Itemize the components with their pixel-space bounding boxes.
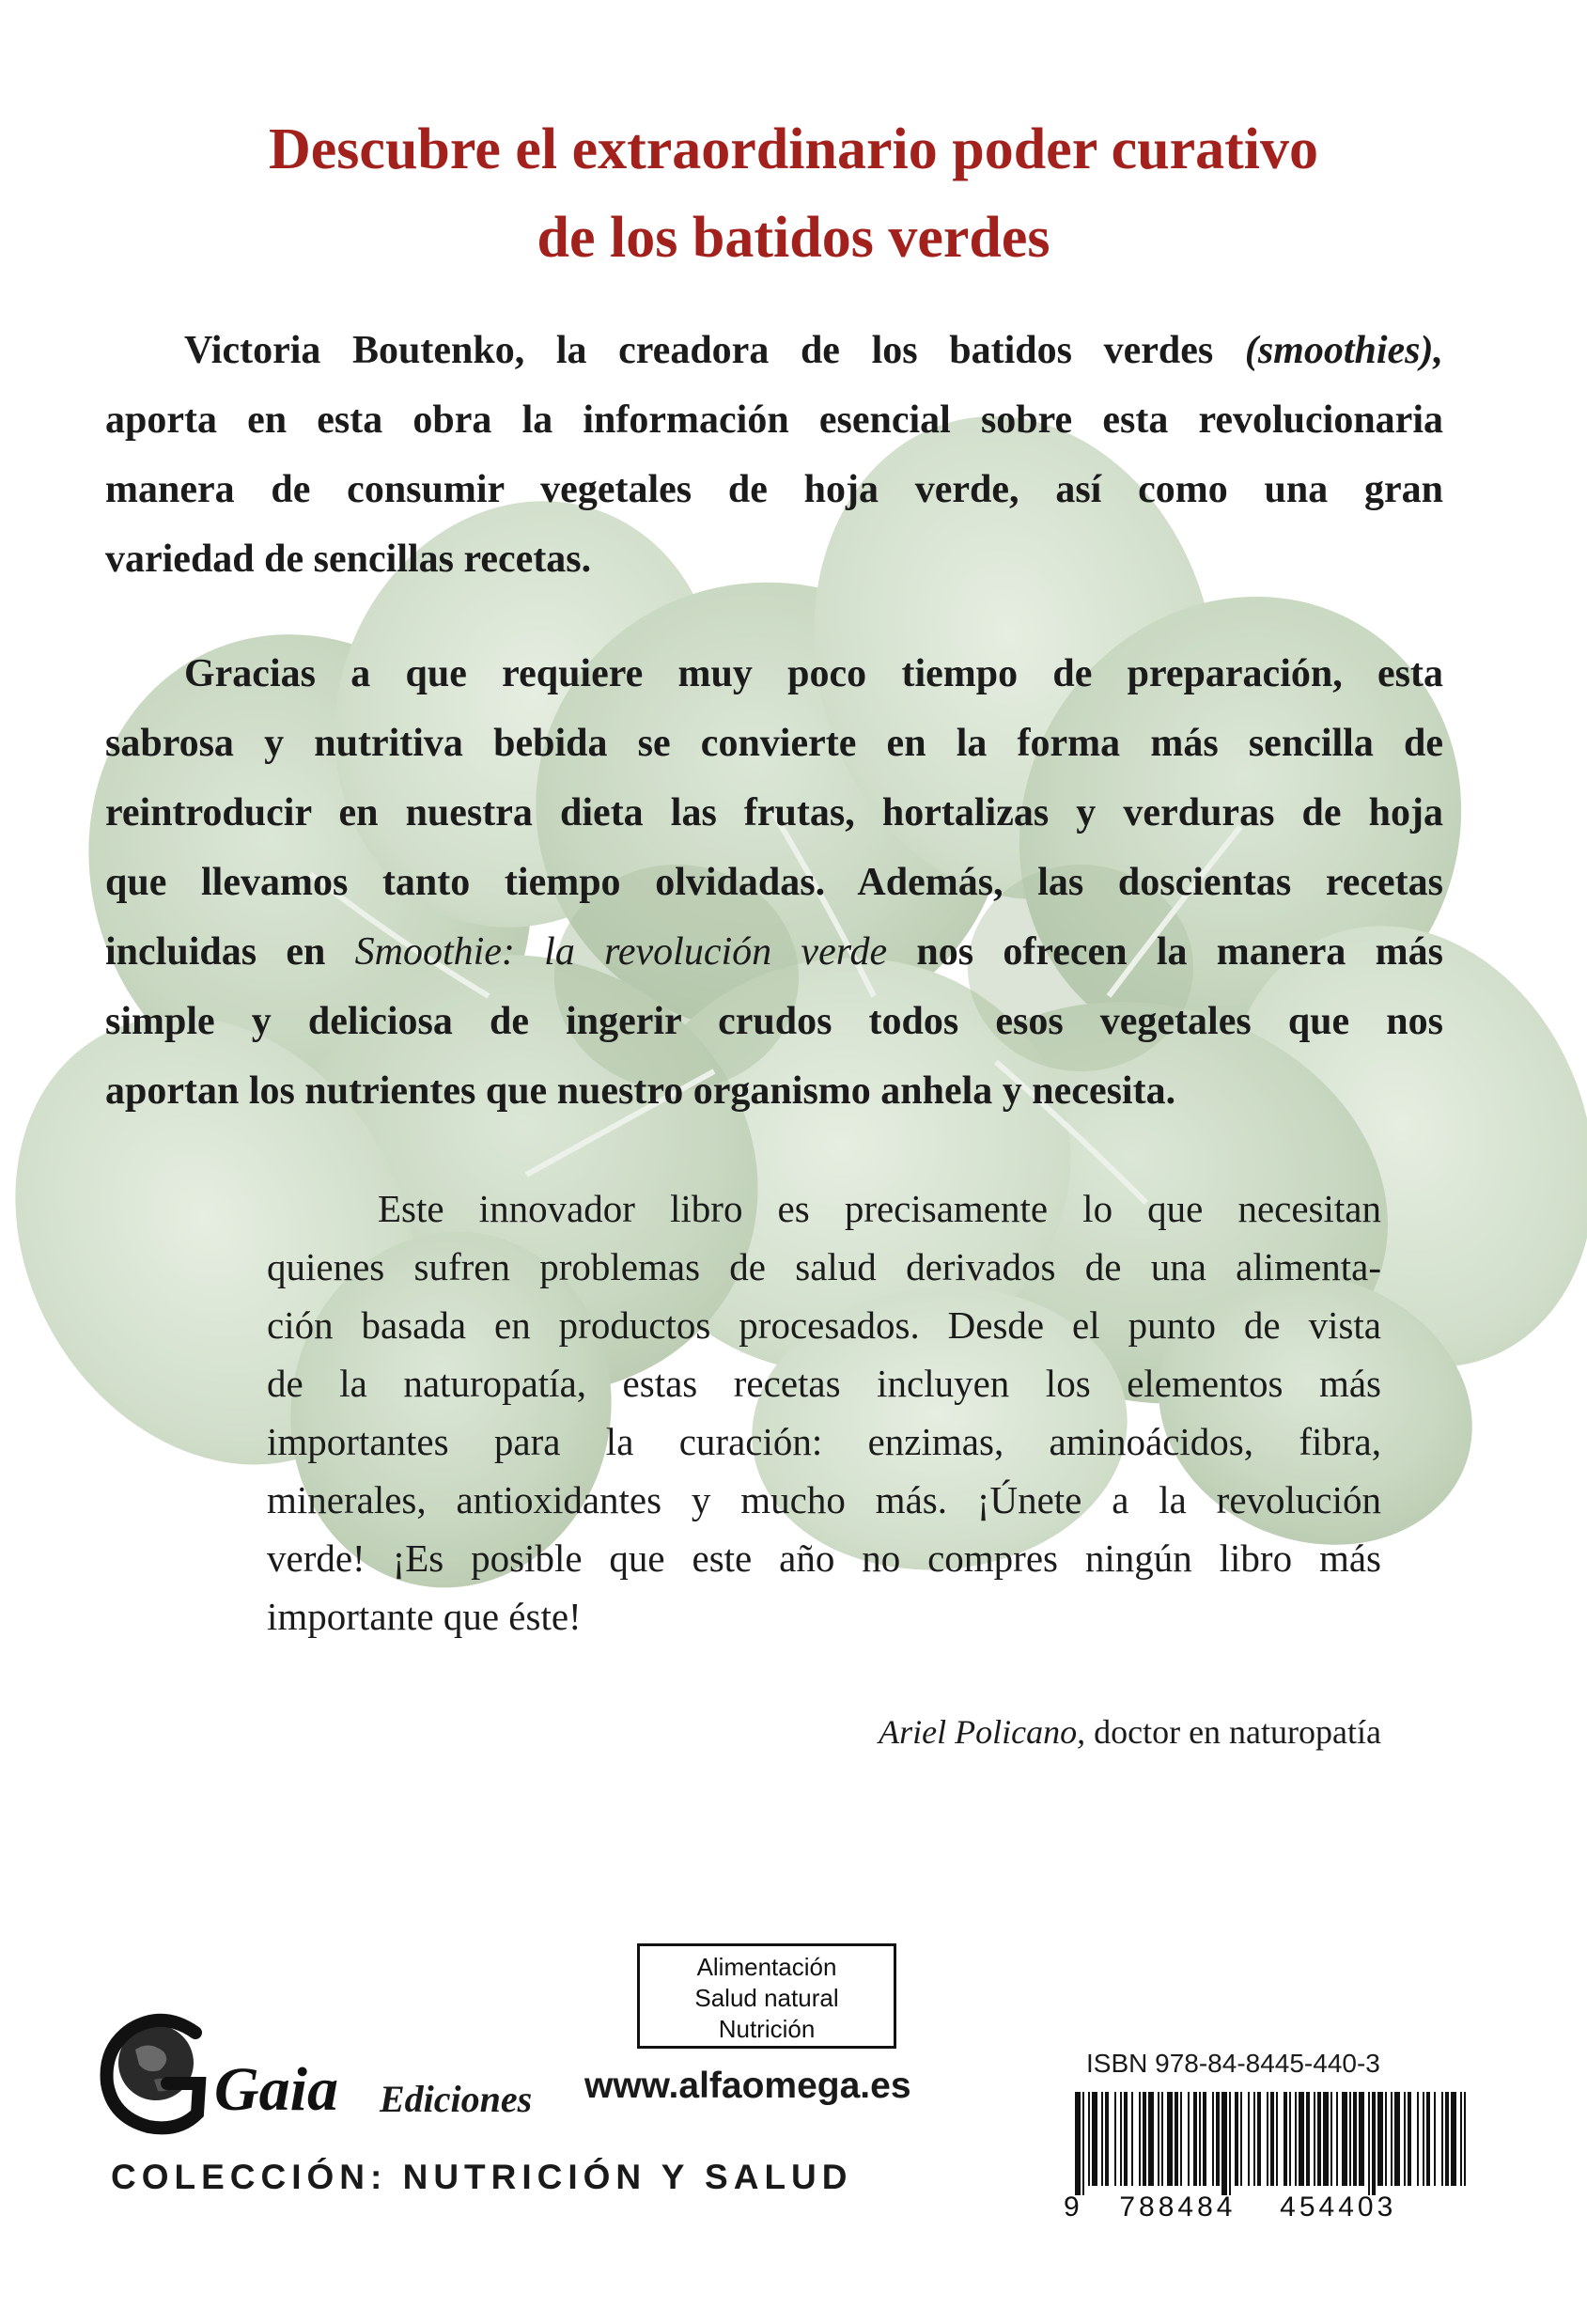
quote-line-1-text: Este innovador libro es precisamente lo que necesitan: [378, 1187, 1381, 1230]
barcode-bar: [1289, 2092, 1291, 2186]
intro-line-3: manera de consumir vegetales de hoja verde, así como una gran: [105, 468, 1443, 511]
logo-wordmark: Gaia: [214, 2055, 338, 2124]
author-name: Ariel Policano,: [879, 1713, 1086, 1751]
barcode-bar: [1199, 2092, 1201, 2186]
barcode-bar: [1175, 2092, 1178, 2186]
barcode-bar: [1417, 2092, 1419, 2186]
barcode-bar: [1460, 2092, 1462, 2186]
gaia-logo: [98, 2004, 380, 2136]
barcode-bar: [1464, 2092, 1466, 2186]
second-line-2: sabrosa y nutritiva bebida se convierte en la forma más sencilla de: [105, 722, 1443, 765]
barcode-bar: [1148, 2092, 1154, 2186]
second-line-3: reintroducir en nuestra dieta las frutas, hortalizas y verduras de hoja: [105, 791, 1443, 834]
barcode-bar: [1203, 2092, 1206, 2186]
barcode-first-digit: 9: [1064, 2191, 1083, 2223]
barcode-bar: [1167, 2092, 1173, 2186]
barcode-bar: [1188, 2092, 1190, 2186]
intro-line-2: aporta en esta obra la información esencial sobre esta revolucionaria: [105, 398, 1443, 442]
second-line-1: [105, 639, 1443, 709]
barcode-bar: [1120, 2092, 1122, 2186]
barcode-bar: [1270, 2092, 1274, 2186]
barcode-bar: [1101, 2092, 1103, 2186]
barcode-bar: [1276, 2092, 1278, 2186]
barcode-bar: [1368, 2092, 1370, 2195]
barcode: [1075, 2092, 1468, 2195]
barcode-bar: [1330, 2092, 1332, 2186]
barcode-bar: [1317, 2092, 1321, 2186]
barcode-bar: [1408, 2092, 1411, 2186]
barcode-bar: [1306, 2092, 1310, 2186]
barcode-bar: [1267, 2092, 1268, 2186]
second-line-5: [105, 917, 1443, 987]
barcode-bar: [1221, 2092, 1227, 2195]
second-line-5-c: nos ofrecen la manera más: [887, 930, 1443, 974]
barcode-bar: [1216, 2092, 1220, 2186]
second-paragraph: [105, 639, 1443, 1126]
barcode-bar: [1229, 2092, 1231, 2195]
quote-line-4: de la naturopatía, estas recetas incluyen los elementos más: [267, 1362, 1381, 1405]
barcode-bar: [1240, 2092, 1242, 2186]
quote-line-6: minerales, antioxidantes y mucho más. ¡Únete a la revolución: [267, 1478, 1381, 1521]
barcode-bar: [1314, 2092, 1315, 2186]
category-box: [637, 1943, 896, 2049]
barcode-bar: [1180, 2092, 1182, 2186]
barcode-bar: [1445, 2092, 1449, 2186]
second-line-1-text: Gracias a que requiere muy poco tiempo de preparación, esta: [184, 652, 1443, 695]
barcode-bar: [1105, 2092, 1109, 2186]
barcode-bar: [1212, 2092, 1214, 2186]
quote-line-7: verde! ¡Es posible que este año no compres ningún libro más: [267, 1536, 1381, 1580]
barcode-bar: [1248, 2092, 1250, 2186]
publisher-website[interactable]: www.alfaomega.es: [584, 2066, 911, 2106]
collection-name: COLECCIÓN: NUTRICIÓN Y SALUD: [111, 2158, 853, 2196]
second-line-4: que llevamos tanto tiempo olvidadas. Además, las doscientas recetas: [105, 861, 1443, 904]
barcode-bar: [1139, 2092, 1141, 2186]
barcode-bar: [1193, 2092, 1197, 2186]
barcode-group-1: 788484: [1119, 2191, 1237, 2223]
barcode-bar: [1257, 2092, 1261, 2186]
barcode-bar: [1092, 2092, 1097, 2186]
publisher-imprint: Ediciones: [380, 2078, 533, 2120]
barcode-bar: [1434, 2092, 1436, 2186]
barcode-bar: [1143, 2092, 1146, 2186]
category-2: Salud natural: [694, 1984, 839, 2012]
barcode-bar: [1336, 2092, 1338, 2186]
quote-line-8: importante que éste!: [267, 1595, 582, 1638]
author-role: doctor en naturopatía: [1085, 1713, 1381, 1751]
barcode-bar: [1394, 2092, 1400, 2186]
barcode-bar: [1426, 2092, 1430, 2186]
barcode-bar: [1088, 2092, 1090, 2186]
intro-paragraph: [105, 316, 1443, 594]
barcode-bar: [1385, 2092, 1387, 2186]
intro-line-1-italic: (smoothies),: [1244, 329, 1443, 372]
barcode-bar: [1124, 2092, 1128, 2186]
quote-attribution: [770, 1708, 1381, 1755]
barcode-bar: [1359, 2092, 1364, 2186]
quote-line-1: [267, 1179, 1381, 1238]
second-line-7: aportan los nutrientes que nuestro organismo anhela y necesita.: [105, 1069, 1176, 1113]
barcode-bar: [1082, 2092, 1084, 2195]
category-3: Nutrición: [718, 2015, 816, 2043]
barcode-bar: [1075, 2092, 1081, 2195]
book-title-italic: Smoothie: la revolución verde: [354, 930, 888, 974]
quote-line-3: ción basada en productos procesados. Desde el punto de vista: [267, 1303, 1381, 1347]
barcode-bar: [1284, 2092, 1287, 2186]
barcode-bar: [1451, 2092, 1456, 2186]
barcode-bar: [1349, 2092, 1351, 2186]
category-1: Alimentación: [696, 1953, 837, 1981]
barcode-bar: [1423, 2092, 1424, 2186]
quote-line-2: quienes sufren problemas de salud derivados de una alimenta-: [267, 1245, 1381, 1288]
isbn-label: ISBN 978-84-8445-440-3: [1086, 2049, 1380, 2078]
barcode-digits: [1064, 2191, 1477, 2223]
intro-line-1-text: Victoria Boutenko, la creadora de los batidos verdes: [184, 329, 1245, 372]
second-line-5-a: incluidas en: [105, 930, 355, 974]
barcode-bar: [1299, 2092, 1304, 2186]
barcode-bar: [1441, 2092, 1443, 2186]
barcode-bar: [1235, 2092, 1238, 2186]
barcode-bar: [1131, 2092, 1133, 2186]
quote-line-5: importantes para la curación: enzimas, aminoácidos, fibra,: [267, 1420, 1381, 1463]
headline-line-2: de los batidos verdes: [537, 206, 1050, 270]
cover-headline: [0, 105, 1587, 282]
barcode-bar: [1253, 2092, 1255, 2186]
barcode-bar: [1342, 2092, 1347, 2186]
barcode-bar: [1377, 2092, 1383, 2186]
barcode-bar: [1353, 2092, 1357, 2186]
barcode-bar: [1114, 2092, 1116, 2186]
barcode-bar: [1404, 2092, 1406, 2186]
endorsement-quote: [267, 1179, 1381, 1646]
headline-line-1: Descubre el extraordinario poder curativo: [269, 117, 1318, 181]
barcode-bar: [1391, 2092, 1393, 2186]
barcode-bar: [1158, 2092, 1159, 2186]
barcode-bar: [1323, 2092, 1329, 2186]
barcode-bar: [1372, 2092, 1376, 2195]
barcode-bar: [1295, 2092, 1297, 2186]
intro-line-1: [105, 316, 1443, 385]
second-line-6: simple y deliciosa de ingerir crudos todos esos vegetales que nos: [105, 1000, 1443, 1043]
intro-line-4: variedad de sencillas recetas.: [105, 538, 592, 581]
barcode-group-2: 454403: [1280, 2191, 1397, 2223]
barcode-bar: [1161, 2092, 1163, 2186]
